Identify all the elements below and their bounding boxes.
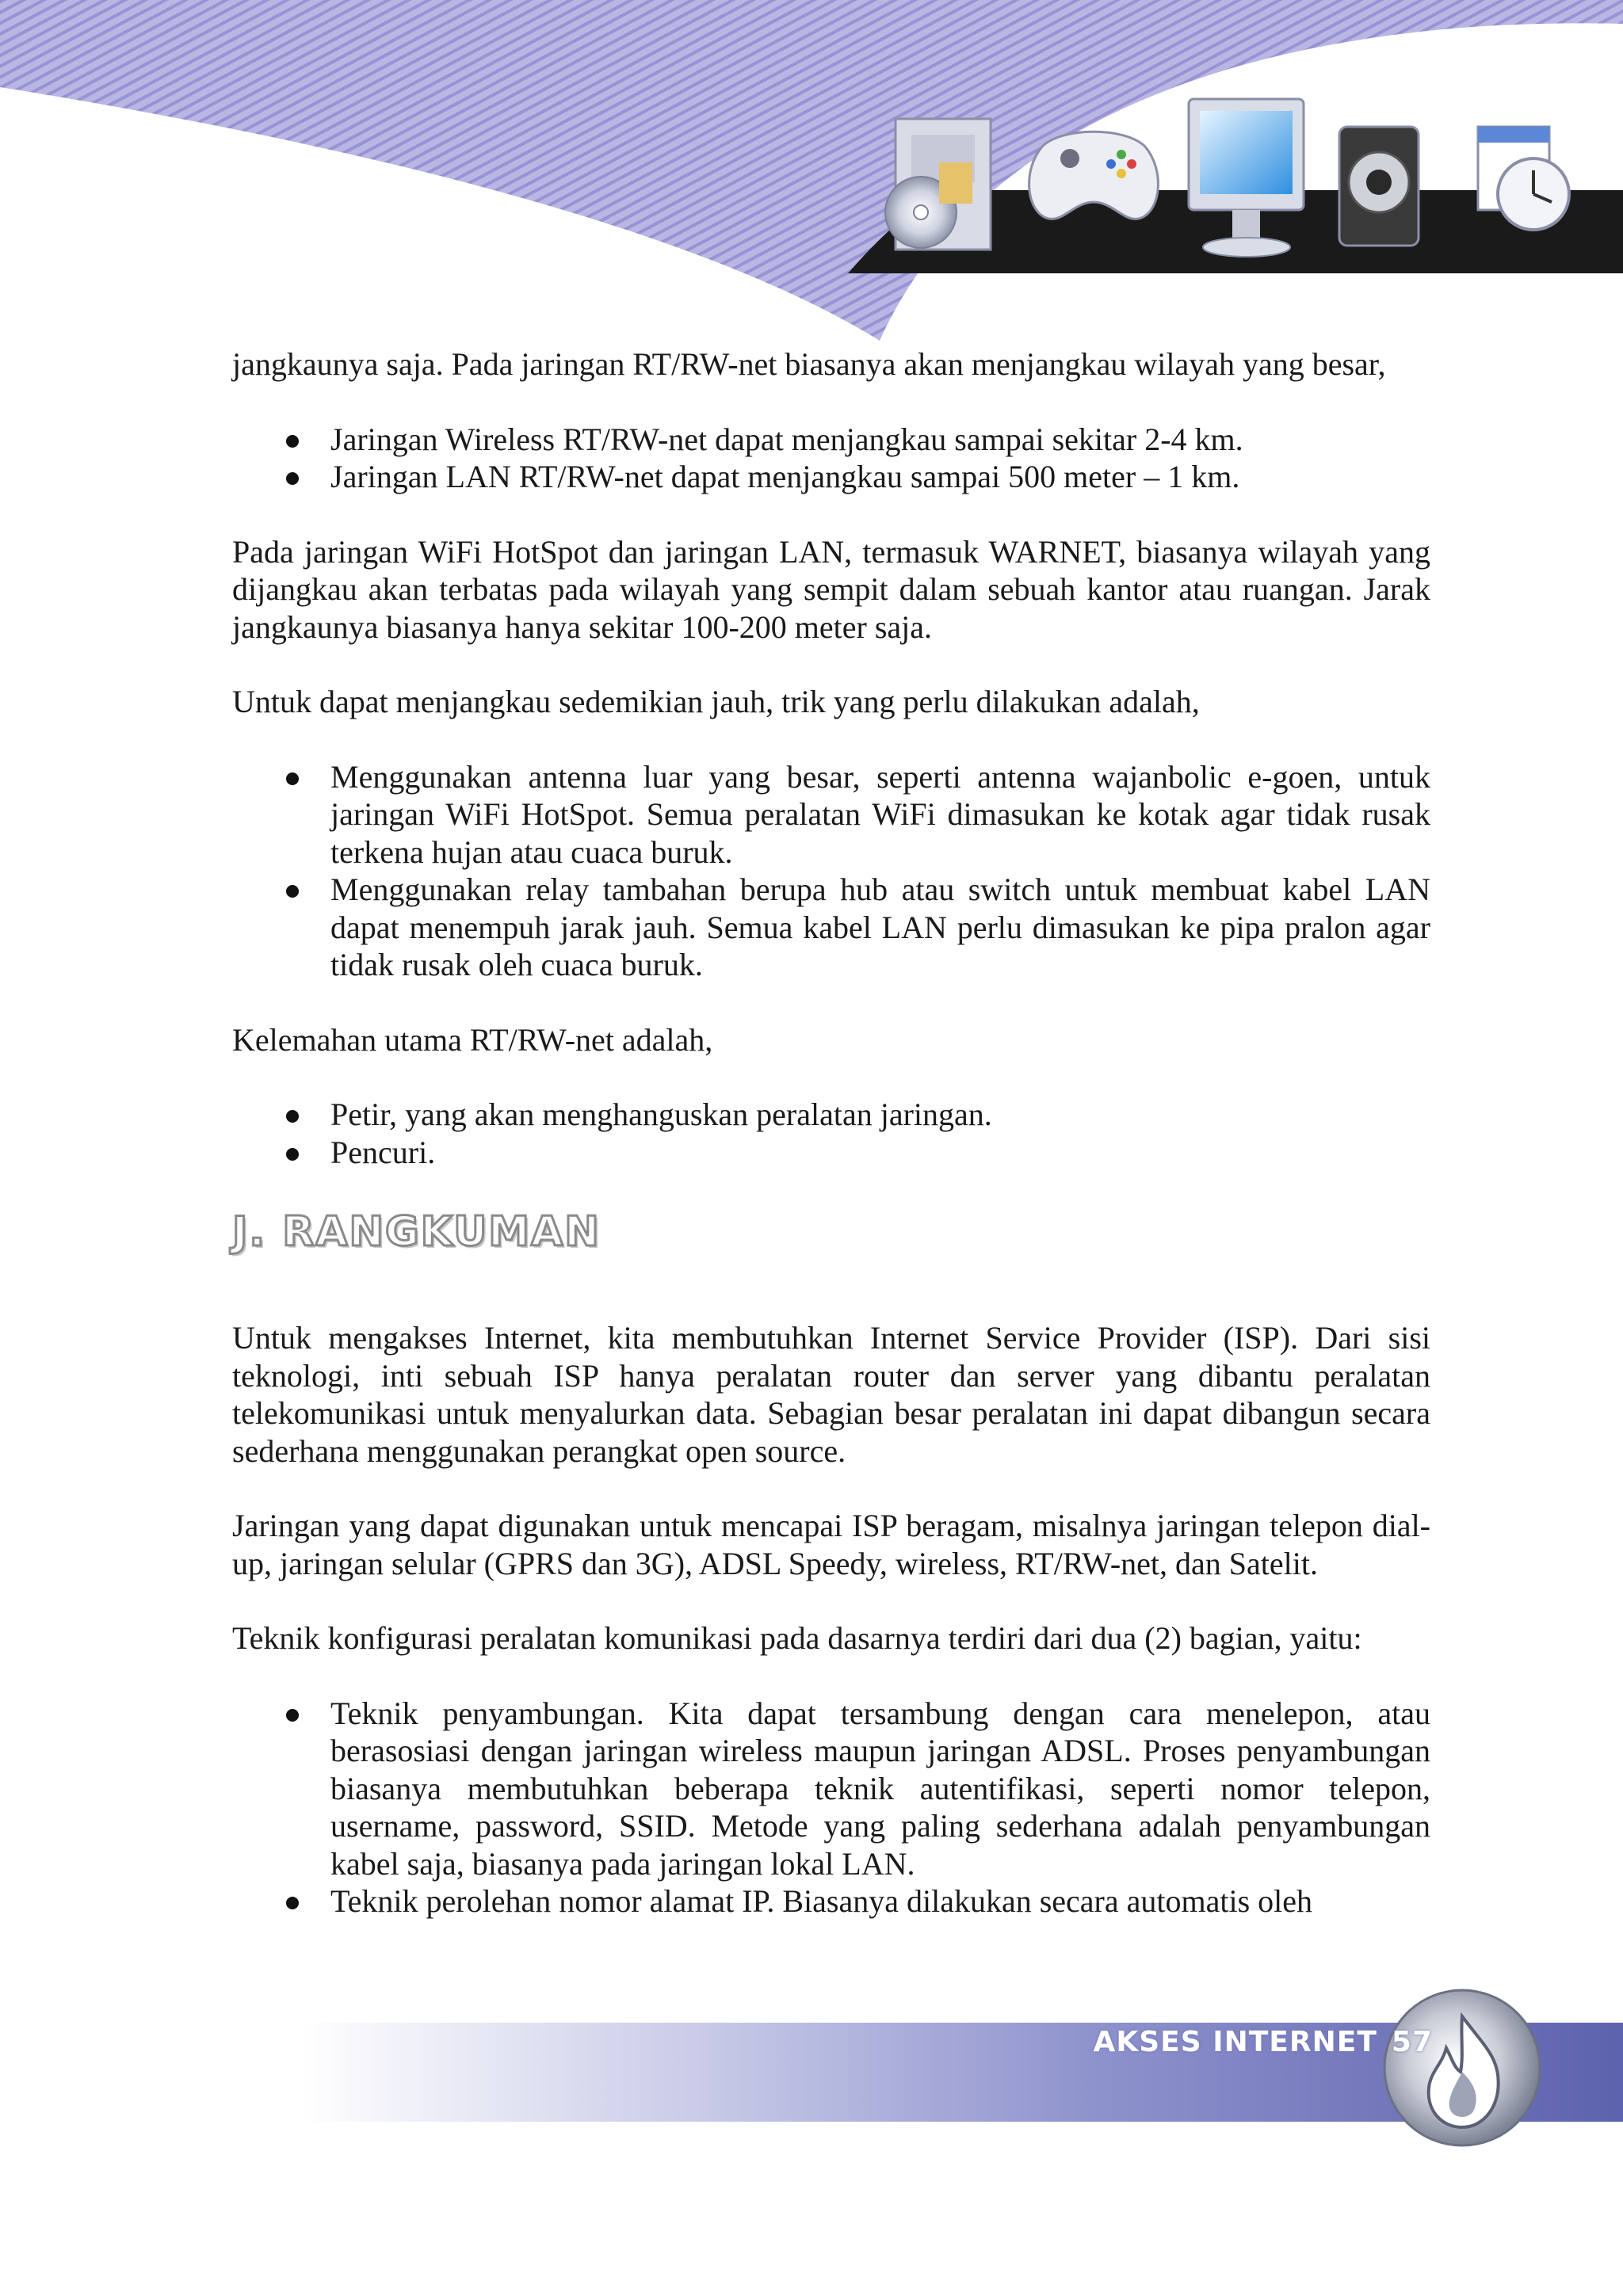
- intro-line: jangkaunya saja. Pada jaringan RT/RW-net biasanya akan menjangkau wilayah yang besar,: [232, 346, 1386, 382]
- list-item: Pencuri.: [232, 1134, 1430, 1172]
- speaker-icon: [1339, 127, 1419, 246]
- software-box-icon: [885, 119, 991, 250]
- bullet-icon: [286, 1110, 299, 1123]
- summary-paragraph-2: Jaringan yang dapat digunakan untuk mencapai ISP beragam, misalnya jaringan telepon dial-up, jaringan selular (GPRS dan 3G), ADSL Speedy, wireless, RT/RW-net, dan Satelit.: [232, 1508, 1430, 1581]
- range-list: [232, 421, 1430, 496]
- trick-intro: Untuk dapat menjangkau sedemikian jauh, trik yang perlu dilakukan adalah,: [232, 684, 1200, 719]
- bullet-icon: [286, 435, 299, 448]
- list-item: Menggunakan relay tambahan berupa hub atau switch untuk membuat kabel LAN dapat menempuh jarak jauh. Semua kabel LAN perlu dimasukan ke pipa pralon agar tidak rusak oleh cuaca buruk.: [232, 871, 1430, 984]
- section-heading: J. RANGKUMAN: [232, 1208, 601, 1256]
- bullet-icon: [286, 772, 299, 785]
- bullet-icon: [286, 885, 299, 898]
- list-item: Teknik perolehan nomor alamat IP. Biasanya dilakukan secara automatis oleh: [232, 1882, 1430, 1920]
- tricks-list: [232, 758, 1430, 984]
- weakness-intro: Kelemahan utama RT/RW-net adalah,: [232, 1021, 713, 1058]
- page-content: [232, 345, 1430, 1958]
- weakness-list: [232, 1096, 1430, 1171]
- book-title: AKSES INTERNET: [1093, 2026, 1377, 2058]
- list-item: Jaringan Wireless RT/RW-net dapat menjangkau sampai sekitar 2-4 km.: [232, 421, 1430, 459]
- list-item: Jaringan LAN RT/RW-net dapat menjangkau sampai 500 meter – 1 km.: [232, 458, 1430, 496]
- summary-paragraph-3: Teknik konfigurasi peralatan komunikasi pada dasarnya terdiri dari dua (2) bagian, yaitu:: [232, 1620, 1362, 1656]
- bullet-icon: [286, 472, 299, 485]
- bullet-icon: [286, 1709, 299, 1722]
- summary-paragraph-1: Untuk mengakses Internet, kita membutuhkan Internet Service Provider (ISP). Dari sisi teknologi, inti sebuah ISP hanya peralatan router dan server yang dibantu peralatan telekomunikasi untuk menyalurkan data. Sebagian besar peralatan ini dapat dibangun secara sederhana menggunakan perangkat open source.: [232, 1320, 1430, 1469]
- header-decoration: [0, 0, 1623, 349]
- page-number: 57: [1391, 2026, 1433, 2058]
- footer-label: [1093, 2026, 1433, 2058]
- bullet-icon: [286, 1148, 299, 1161]
- bullet-icon: [286, 1897, 299, 1909]
- list-item: Teknik penyambungan. Kita dapat tersambung dengan cara menelepon, atau berasosiasi dengan jaringan wireless maupun jaringan ADSL. Proses penyambungan biasanya membutuhkan beberapa teknik autentifikasi, seperti nomor telepon, username, password, SSID. Metode yang paling sederhana adalah penyambungan kabel saja, biasanya pada jaringan lokal LAN.: [232, 1695, 1430, 1883]
- disc-flame-logo-icon: [1367, 1985, 1549, 2151]
- list-item: Petir, yang akan menghanguskan peralatan jaringan.: [232, 1096, 1430, 1134]
- hotspot-paragraph: Pada jaringan WiFi HotSpot dan jaringan LAN, termasuk WARNET, biasanya wilayah yang dijangkau akan terbatas pada wilayah yang sempit dalam sebuah kantor atau ruangan. Jarak jangkaunya biasanya hanya sekitar 100-200 meter saja.: [232, 533, 1430, 645]
- techniques-list: [232, 1695, 1430, 1920]
- list-item: Menggunakan antenna luar yang besar, seperti antenna wajanbolic e-goen, untuk jaringan WiFi HotSpot. Semua peralatan WiFi dimasukan ke kotak agar tidak rusak terkena hujan atau cuaca buruk.: [232, 758, 1430, 871]
